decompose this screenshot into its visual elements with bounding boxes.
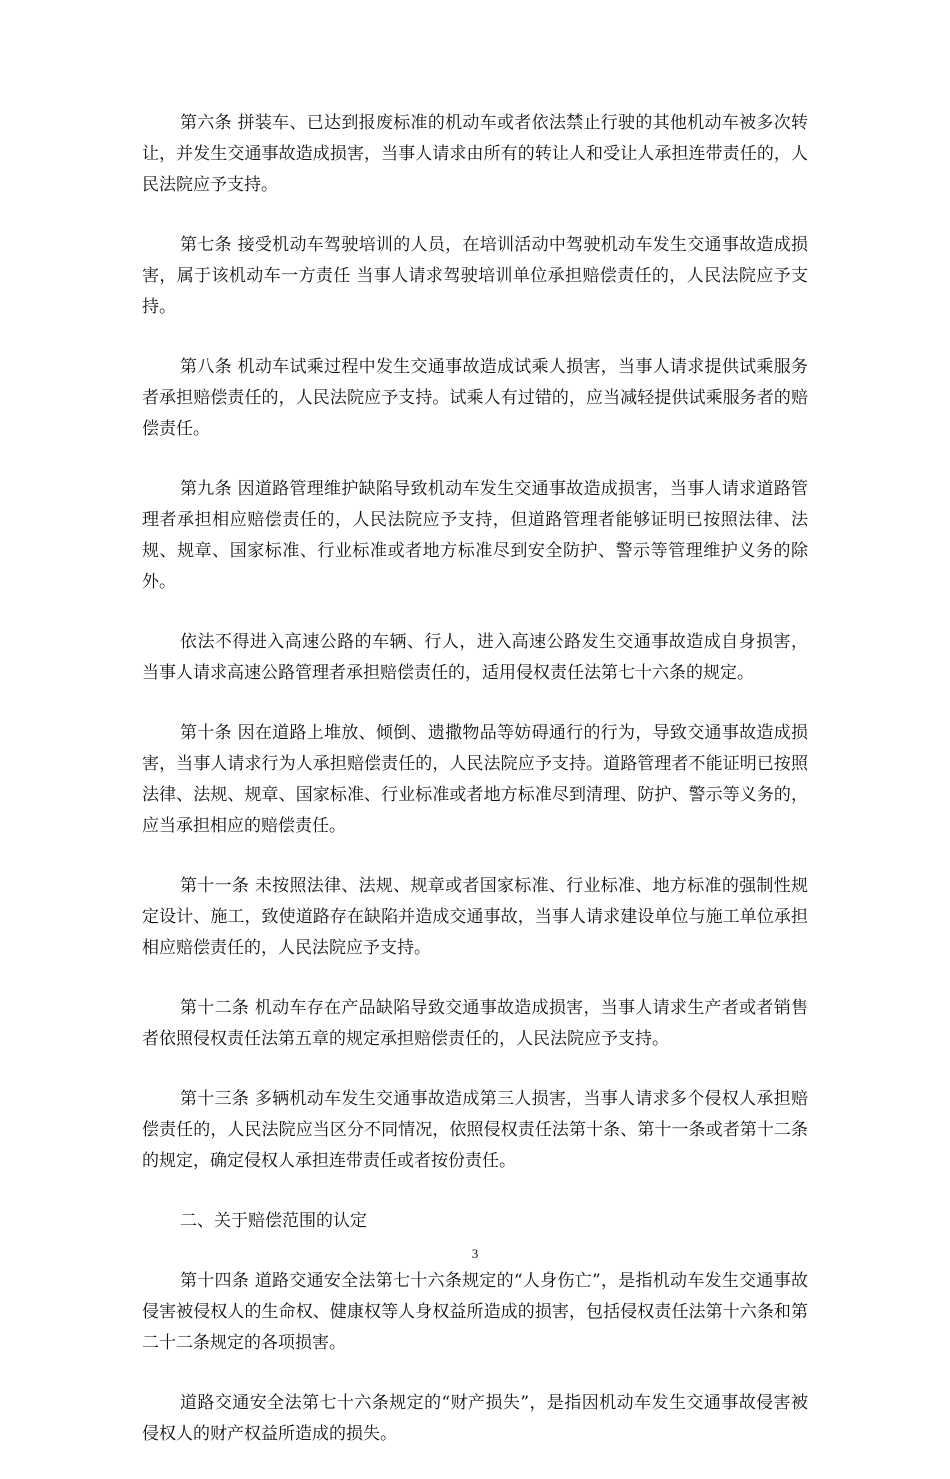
article-6-paragraph: 第六条 拼装车、已达到报废标准的机动车或者依法禁止行驶的其他机动车被多次转让，并发生交通事故造成损害，当事人请求由所有的转让人和受让人承担连带责任的，人民法院应予支持。	[142, 113, 808, 195]
article-11-paragraph: 第十一条 未按照法律、法规、规章或者国家标准、行业标准、地方标准的强制性规定设计、施工，致使道路存在缺陷并造成交通事故，当事人请求建设单位与施工单位承担相应赔偿责任的，人民法院应予支持。	[142, 876, 808, 958]
article-13-paragraph: 第十三条 多辆机动车发生交通事故造成第三人损害，当事人请求多个侵权人承担赔偿责任的，人民法院应当区分不同情况，依照侵权责任法第十条、第十一条或者第十二条的规定，确定侵权人承担连带责任或者按份责任。	[142, 1089, 808, 1171]
article-7-paragraph: 第七条 接受机动车驾驶培训的人员，在培训活动中驾驶机动车发生交通事故造成损害，属于该机动车一方责任 当事人请求驾驶培训单位承担赔偿责任的，人民法院应予支持。	[142, 235, 808, 317]
page-number: 3	[471, 1246, 479, 1261]
document-page	[142, 108, 808, 1479]
article-8-paragraph: 第八条 机动车试乘过程中发生交通事故造成试乘人损害，当事人请求提供试乘服务者承担赔偿责任的，人民法院应予支持。试乘人有过错的，应当减轻提供试乘服务者的赔偿责任。	[142, 357, 808, 439]
article-12-paragraph: 第十二条 机动车存在产品缺陷导致交通事故造成损害，当事人请求生产者或者销售者依照侵权责任法第五章的规定承担赔偿责任的，人民法院应予支持。	[142, 998, 808, 1049]
article-9-second-paragraph: 依法不得进入高速公路的车辆、行人，进入高速公路发生交通事故造成自身损害，当事人请求高速公路管理者承担赔偿责任的，适用侵权责任法第七十六条的规定。	[142, 632, 808, 683]
section-heading: 二、关于赔偿范围的认定	[180, 1211, 367, 1231]
article-14-second-paragraph: 道路交通安全法第七十六条规定的“财产损失”，是指因机动车发生交通事故侵害被侵权人的财产权益所造成的损失。	[142, 1393, 808, 1444]
article-9-paragraph: 第九条 因道路管理维护缺陷导致机动车发生交通事故造成损害，当事人请求道路管理者承担相应赔偿责任的，人民法院应予支持，但道路管理者能够证明已按照法律、法规、规章、国家标准、行业标准或者地方标准尽到安全防护、警示等管理维护义务的除外。	[142, 479, 808, 592]
article-14-paragraph: 第十四条 道路交通安全法第七十六条规定的“人身伤亡”，是指机动车发生交通事故侵害被侵权人的生命权、健康权等人身权益所造成的损害，包括侵权责任法第十六条和第二十二条规定的各项损害。	[142, 1271, 808, 1353]
article-10-paragraph: 第十条 因在道路上堆放、倾倒、遗撒物品等妨碍通行的行为，导致交通事故造成损害，当事人请求行为人承担赔偿责任的，人民法院应予支持。道路管理者不能证明已按照法律、法规、规章、国家标准、行业标准或者地方标准尽到清理、防护、警示等义务的，应当承担相应的赔偿责任。	[142, 723, 808, 836]
